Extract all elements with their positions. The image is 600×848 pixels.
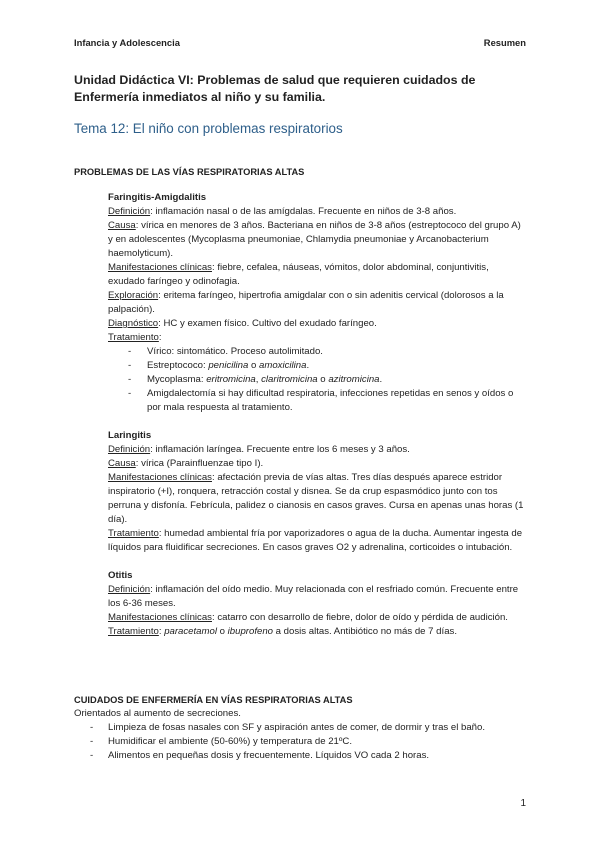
definicion-text: : inflamación del oído medio. Muy relacionada con el resfriado común. Frecuente entre los 6-36 meses. [108, 584, 519, 609]
drug-eritromicina: eritromicina [206, 374, 256, 385]
drug-paracetamol: paracetamol [164, 626, 217, 637]
page-number: 1 [520, 798, 526, 809]
treatment-viral: Vírico: sintomático. Proceso autolimitado. [147, 346, 323, 357]
tratamiento-text: a dosis altas. Antibiótico no más de 7 días. [273, 626, 457, 637]
faringitis-definicion [108, 205, 528, 219]
page-header [74, 36, 526, 50]
definicion-label: Definición [108, 584, 151, 595]
treatment-mycoplasma-label: Mycoplasma: [147, 374, 207, 385]
manifestaciones-label: Manifestaciones clínicas [108, 472, 212, 483]
list-item [108, 345, 528, 359]
manifestaciones-label: Manifestaciones clínicas [108, 262, 212, 273]
connector: o [317, 374, 329, 385]
faringitis-diagnostico [108, 317, 528, 331]
drug-ibuprofeno: ibuprofeno [227, 626, 273, 637]
tratamiento-label: Tratamiento [108, 332, 159, 343]
faringitis-title: Faringitis-Amigdalitis [108, 192, 207, 203]
causa-label: Causa [108, 220, 136, 231]
connector: o [248, 360, 260, 371]
definicion-text: : inflamación laríngea. Frecuente entre los 6 meses y 3 años. [150, 444, 410, 455]
nursing-care-list [74, 721, 534, 763]
nursing-care-intro: Orientados al aumento de secreciones. [74, 708, 241, 719]
causa-text: : vírica en menores de 3 años. Bacteriana en niños de 3-8 años (estreptococo del grupo A) y en adolescentes (Mycoplasma pneumoniae, Chlamydia pneumoniae y Arcanobacterium haemolyticum). [108, 220, 521, 259]
definicion-label: Definición [108, 444, 151, 455]
header-type: Resumen [483, 37, 526, 48]
list-item [108, 359, 528, 373]
drug-penicilina: penicilina [208, 360, 249, 371]
period: . [306, 360, 310, 371]
definicion-text: : inflamación nasal o de las amígdalas. Frecuente en niños de 3-8 años. [150, 206, 457, 217]
faringitis-tratamiento [108, 331, 528, 345]
manifestaciones-text: : fiebre, cefalea, náuseas, vómitos, dolor abdominal, conjuntivitis, exudado faríngeo y odinofagia. [108, 262, 489, 287]
faringitis-treatment-list [108, 345, 528, 415]
laringitis-definicion [108, 443, 528, 457]
manifestaciones-text: : catarro con desarrollo de fiebre, dolor de oído y pérdida de audición. [211, 612, 508, 623]
faringitis-exploracion [108, 289, 528, 317]
section-heading-upper-airway: PROBLEMAS DE LAS VÍAS RESPIRATORIAS ALTAS [74, 167, 305, 177]
laringitis-tratamiento [108, 527, 528, 555]
laringitis-manifestaciones [108, 471, 528, 527]
treatment-amigdalectomia: Amigdalectomía si hay dificultad respiratoria, infecciones repetidas en senos y oídos o por mala respuesta al tratamiento. [147, 388, 514, 413]
upper-airway-content [108, 191, 528, 653]
tratamiento-label: Tratamiento [108, 626, 159, 637]
manifestaciones-text: : afectación previa de vías altas. Tres días después aparece estridor inspiratorio (+I), ronquera, retracción costal y disnea. Se da crup espasmódico junto con tos perruna y disfonía. Febrícula, palidez o cianosis en casos graves. Cursa en apenas unas horas (1 día). [108, 472, 524, 525]
section-heading-nursing-care: CUIDADOS DE ENFERMERÍA EN VÍAS RESPIRATORIAS ALTAS [74, 695, 353, 705]
tratamiento-text: : humedad ambiental fría por vaporizadores o agua de la ducha. Aumentar ingesta de líquidos para fluidificar secreciones. En casos graves O2 y adrenalina, corticoides o intubación. [108, 528, 523, 553]
connector: , [255, 374, 262, 385]
diagnostico-label: Diagnóstico [108, 318, 159, 329]
nursing-care-section [74, 693, 534, 763]
faringitis-block [108, 191, 528, 415]
faringitis-manifestaciones [108, 261, 528, 289]
laringitis-title: Laringitis [108, 430, 152, 441]
faringitis-causa [108, 219, 528, 261]
definicion-label: Definición [108, 206, 151, 217]
drug-claritromicina: claritromicina [261, 374, 318, 385]
otitis-title: Otitis [108, 570, 133, 581]
laringitis-block [108, 429, 528, 555]
treatment-strep-label: Estreptococo: [147, 360, 209, 371]
tratamiento-label: Tratamiento [108, 528, 159, 539]
otitis-definicion [108, 583, 528, 611]
tratamiento-colon: : [158, 626, 165, 637]
exploracion-label: Exploración [108, 290, 159, 301]
laringitis-causa [108, 457, 528, 471]
list-item: - Humidificar el ambiente (50-60%) y temperatura de 21ºC. [74, 735, 534, 749]
drug-amoxicilina: amoxicilina [259, 360, 307, 371]
causa-label: Causa [108, 458, 136, 469]
header-course: Infancia y Adolescencia [74, 37, 180, 48]
list-item [108, 373, 528, 387]
otitis-block [108, 569, 528, 639]
diagnostico-text: : HC y examen físico. Cultivo del exudado faríngeo. [158, 318, 377, 329]
list-item: - Alimentos en pequeñas dosis y frecuentemente. Líquidos VO cada 2 horas. [74, 749, 534, 763]
otitis-tratamiento [108, 625, 528, 639]
period: . [379, 374, 383, 385]
connector: o [216, 626, 228, 637]
tratamiento-colon: : [158, 332, 162, 343]
drug-azitromicina: azitromicina [328, 374, 380, 385]
manifestaciones-label: Manifestaciones clínicas [108, 612, 212, 623]
causa-text: : vírica (Parainfluenzae tipo I). [135, 458, 264, 469]
list-item: - Limpieza de fosas nasales con SF y aspiración antes de comer, de dormir y tras el baño. [74, 721, 534, 735]
list-item [108, 387, 528, 415]
topic-title: Tema 12: El niño con problemas respiratorios [74, 121, 343, 136]
otitis-manifestaciones [108, 611, 528, 625]
exploracion-text: : eritema faríngeo, hipertrofia amigdalar con o sin adenitis cervical (dolorosos a la palpación). [108, 290, 504, 315]
unit-title: Unidad Didáctica VI: Problemas de salud que requieren cuidados de Enfermería inmediatos al niño y su familia. [74, 73, 476, 104]
